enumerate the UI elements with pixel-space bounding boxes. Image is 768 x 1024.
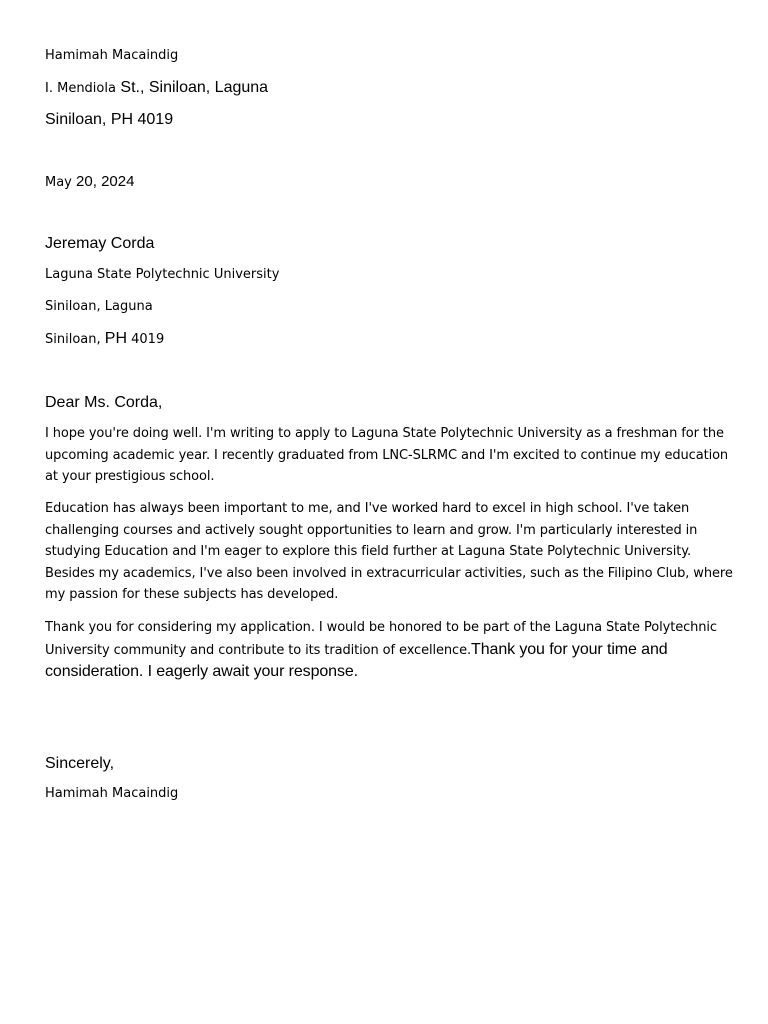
date-rest: 20, 2024 bbox=[71, 173, 135, 190]
recipient-city-zip: 4019 bbox=[127, 332, 165, 347]
signature-name: Hamimah Macaindig bbox=[45, 786, 179, 801]
body-paragraph-1: I hope you're doing well. I'm writing to apply to Laguna State Polytechnic University as a freshman for the upcoming academic year. I recently graduated from LNC-SLRMC and I'm excited to continue my education at your prestigious school. bbox=[45, 426, 729, 484]
body-paragraph-3-end: Thank you for your time and consideration. I eagerly await your response. bbox=[45, 640, 668, 680]
body-paragraph-3-start: Thank you for considering my application. I would be honored to be part of the Laguna State Polytechnic University community and contribute to its tradition of excellence. bbox=[45, 620, 717, 658]
sender-city-line: Siniloan, PH 4019 bbox=[45, 111, 174, 128]
recipient-name: Jeremay Corda bbox=[45, 235, 155, 252]
sender-street-prefix: I. Mendiola bbox=[45, 81, 116, 96]
sender-street bbox=[45, 77, 268, 100]
letter-date bbox=[45, 171, 134, 194]
sender-street-rest: St., Siniloan, Laguna bbox=[115, 79, 269, 96]
body-paragraph-2: Education has always been important to me, and I've worked hard to excel in high school. I've taken challenging courses and actively sought opportunities to learn and grow. I'm particularly interested in studying Education and I'm eager to explore this field further at Laguna State Polytechnic University. Besides my academics, I've also been involved in extracurricular activities, such as the Filipino Club, where my passion for these subjects has developed. bbox=[45, 501, 733, 602]
closing: Sincerely, bbox=[45, 755, 115, 772]
recipient-city-line bbox=[45, 328, 164, 351]
recipient-institution: Laguna State Polytechnic University bbox=[45, 267, 280, 282]
recipient-city-prefix: Siniloan, bbox=[45, 332, 105, 347]
sender-name: Hamimah Macaindig bbox=[45, 48, 179, 63]
recipient-city-ph: PH bbox=[104, 330, 127, 347]
date-month: May bbox=[45, 175, 72, 190]
recipient-town: Siniloan, Laguna bbox=[45, 299, 153, 314]
body-paragraph-3 bbox=[45, 617, 735, 684]
salutation: Dear Ms. Corda, bbox=[45, 394, 163, 411]
